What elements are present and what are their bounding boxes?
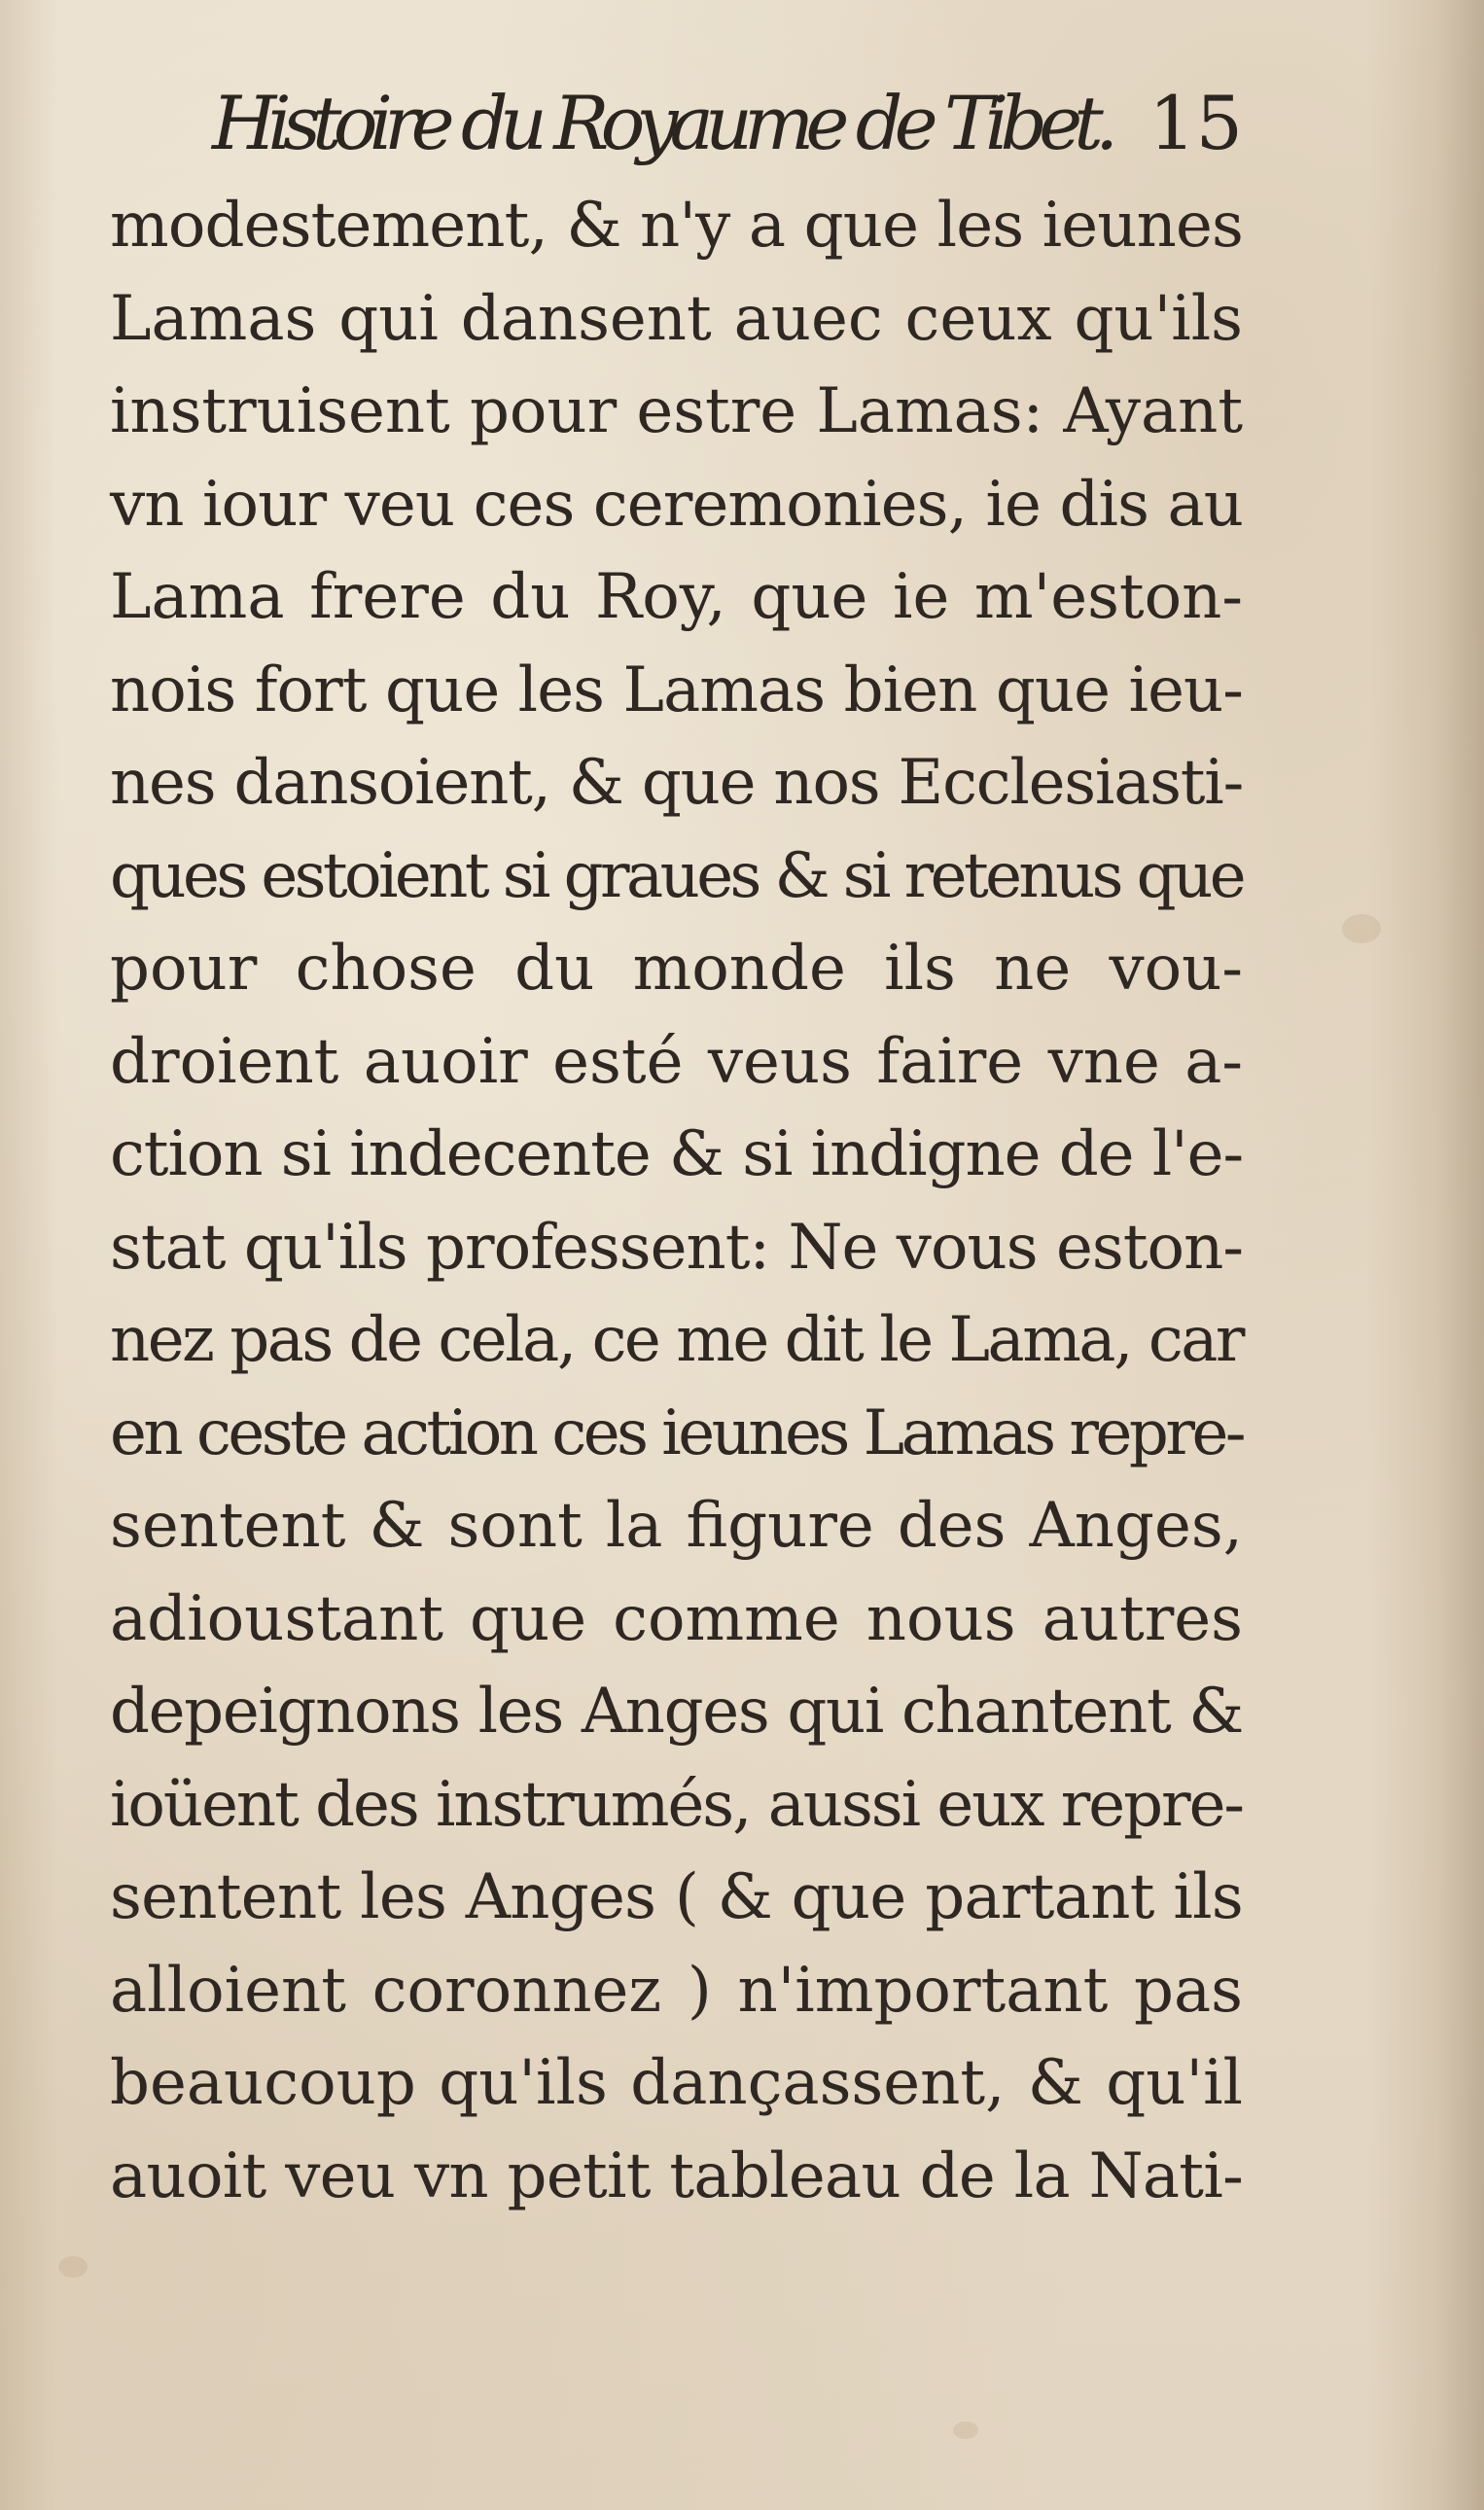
page-header	[212, 70, 1243, 177]
paper-stain	[1342, 914, 1381, 943]
text-line: droient auoir esté veus faire vne a-	[110, 1025, 1243, 1098]
text-line: pour chose du monde ils ne vou-	[110, 933, 1243, 1005]
paper-stain	[58, 2256, 88, 2278]
text-line: auoit veu vn petit tableau de la Nati-	[110, 2139, 1244, 2212]
text-line: stat qu'ils professent: Ne vous eston-	[110, 1211, 1244, 1284]
running-title: Histoire du Royaume de Tibet.	[212, 80, 1111, 166]
text-line: Lama frere du Roy, que ie m'eston-	[110, 561, 1243, 633]
page-number: 15	[1148, 80, 1243, 166]
text-line: nez pas de cela, ce me dit le Lama, car	[110, 1304, 1244, 1376]
text-line: modestement, & n'y a que les ieunes	[110, 190, 1244, 262]
text-line: vn iour veu ces ceremonies, ie dis au	[110, 468, 1244, 541]
text-line: alloient coronnez ) n'important pas	[110, 1954, 1243, 2027]
page-left-edge	[0, 0, 58, 2510]
text-line: ioüent des instrumés, aussi eux repre-	[110, 1768, 1244, 1841]
text-line: nois fort que les Lamas bien que ieu-	[110, 654, 1244, 726]
text-line: Lamas qui dansent auec ceux qu'ils	[110, 282, 1243, 355]
text-line: ction si indecente & si indigne de l'e-	[110, 1118, 1243, 1190]
text-line: sentent les Anges ( & que partant ils	[110, 1861, 1244, 1933]
text-line: sentent & sont la figure des Anges,	[110, 1490, 1243, 1562]
body-text	[110, 180, 1243, 2223]
page-gutter-shadow	[1367, 0, 1484, 2510]
text-line: instruisent pour estre Lamas: Ayant	[110, 375, 1244, 447]
text-line: depeignons les Anges qui chantent &	[110, 1676, 1244, 1748]
text-line: beaucoup qu'ils dançassent, & qu'il	[110, 2047, 1243, 2119]
paper-stain	[953, 2422, 978, 2439]
text-line: en ceste action ces ieunes Lamas repre-	[110, 1396, 1244, 1469]
text-line: nes dansoient, & que nos Ecclesiasti-	[110, 747, 1244, 819]
text-line: adioustant que comme nous autres	[110, 1582, 1243, 1655]
text-line: ques estoient si graues & si retenus que	[110, 839, 1244, 912]
